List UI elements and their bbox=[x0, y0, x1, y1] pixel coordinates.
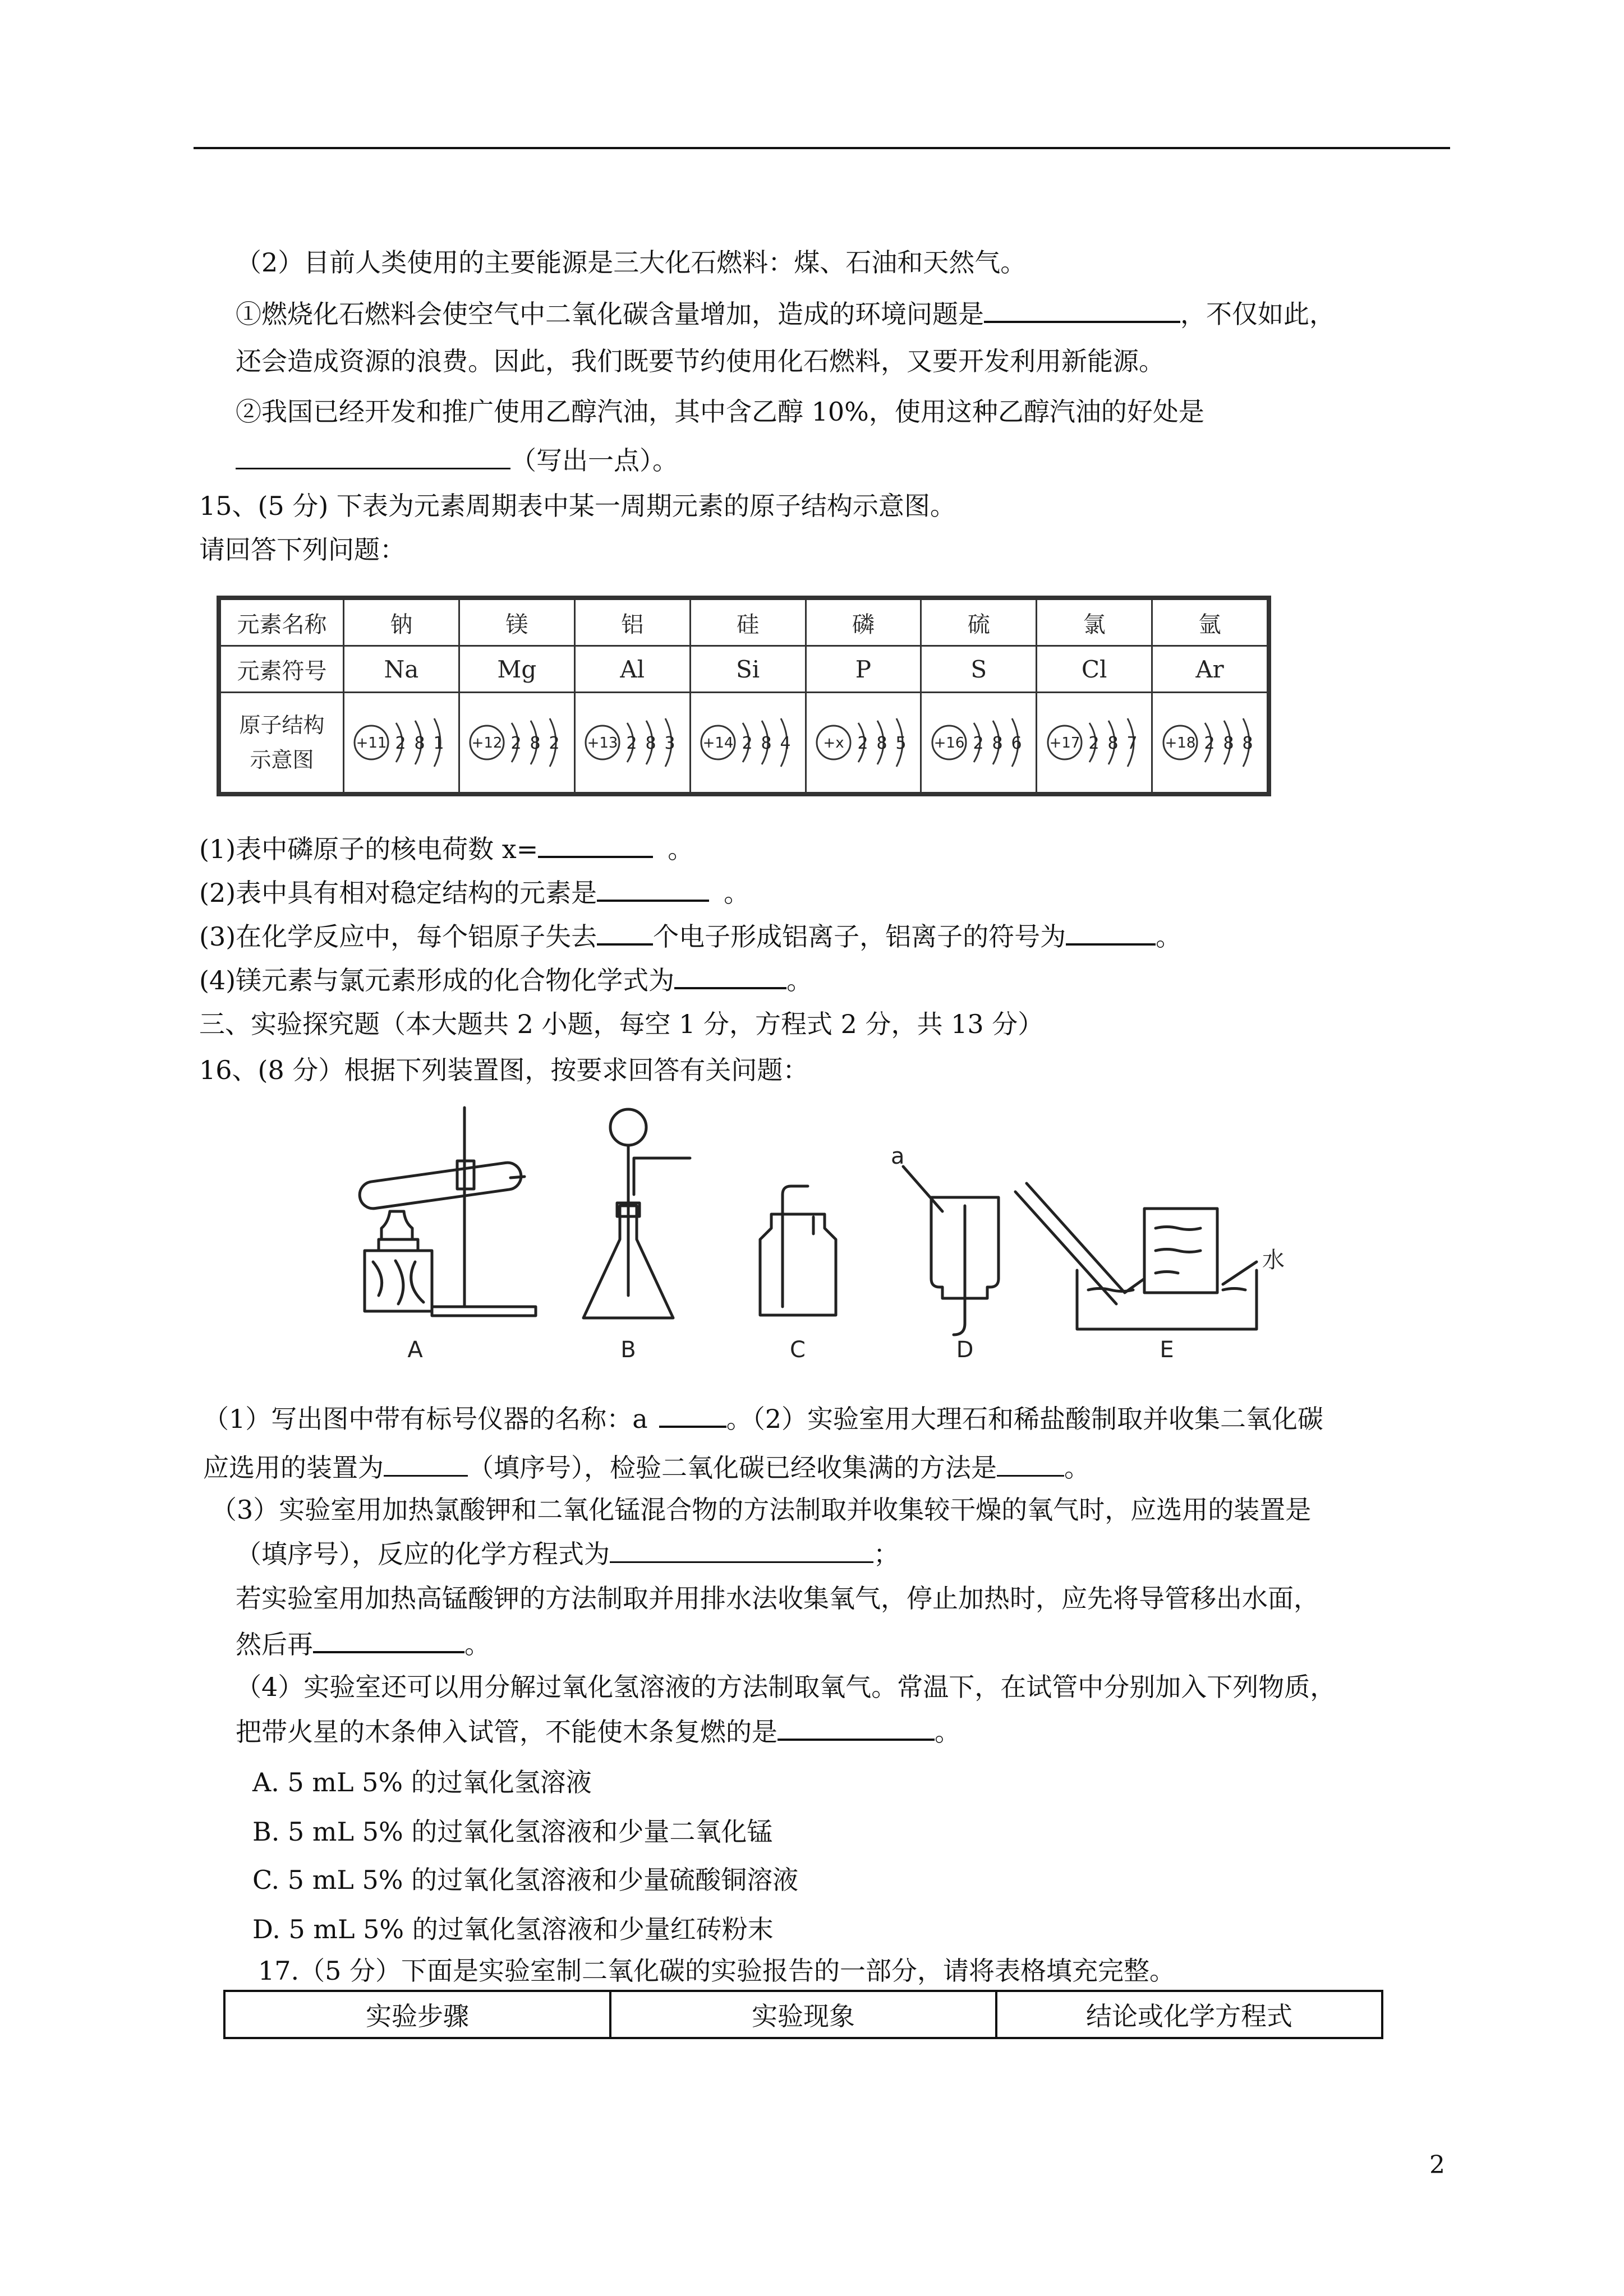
atom-diagram bbox=[1041, 700, 1148, 785]
q14-part2-item2: ②我国已经开发和推广使用乙醇汽油，其中含乙醇 10%，使用这种乙醇汽油的好处是 bbox=[236, 397, 1204, 427]
label-water: 水 bbox=[1262, 1247, 1285, 1273]
header-rule bbox=[194, 147, 1450, 149]
label-d-device: D bbox=[956, 1337, 974, 1363]
answer-blank[interactable] bbox=[313, 1626, 464, 1653]
page-number: 2 bbox=[1429, 2151, 1445, 2179]
shell-electron-count: 2 bbox=[742, 734, 753, 753]
label-c-device: C bbox=[790, 1337, 806, 1363]
q15-sub1: (1)表中磷原子的核电荷数 x= 。 bbox=[199, 831, 693, 866]
q14-part2-item2-cont: （写出一点）。 bbox=[236, 443, 678, 477]
row-header: 元素名称 bbox=[220, 600, 344, 646]
shell-electron-count: 8 bbox=[645, 734, 656, 753]
q15-sub3: (3)在化学反应中，每个铝原子失去 个电子形成铝离子，铝离子的符号为 。 bbox=[199, 919, 1181, 953]
element-symbol: S bbox=[921, 646, 1037, 693]
nucleus-charge: +12 bbox=[471, 735, 503, 751]
answer-blank[interactable] bbox=[659, 1401, 726, 1428]
nucleus-charge: +16 bbox=[933, 735, 965, 751]
element-name: 镁 bbox=[459, 600, 574, 646]
option-b[interactable]: B. 5 mL 5% 的过氧化氢溶液和少量二氧化锰 bbox=[252, 1816, 773, 1847]
answer-blank[interactable] bbox=[236, 443, 510, 469]
atom-diagram bbox=[810, 700, 917, 785]
q16-sub3-cont: （填序号），反应的化学方程式为 ； bbox=[236, 1537, 899, 1571]
label-instrument-a: a bbox=[891, 1144, 905, 1169]
nucleus-charge: +18 bbox=[1165, 735, 1195, 751]
element-name: 硅 bbox=[690, 600, 806, 646]
option-d[interactable]: D. 5 mL 5% 的过氧化氢溶液和少量红砖粉末 bbox=[252, 1914, 774, 1944]
answer-blank[interactable] bbox=[597, 875, 709, 902]
q16-sub4: （4）实验室还可以用分解过氧化氢溶液的方法制取氧气。常温下，在试管中分别加入下列物质， bbox=[236, 1672, 1336, 1702]
q16-sub3: （3）实验室用加热氯酸钾和二氧化锰混合物的方法制取并收集较干燥的氧气时，应选用的装置是 bbox=[211, 1495, 1312, 1525]
shell-electron-count: 8 bbox=[876, 734, 887, 753]
q17-title: 17.（5 分）下面是实验室制二氧化碳的实验报告的一部分，请将表格填充完整。 bbox=[258, 1956, 1176, 1986]
element-symbol: P bbox=[806, 646, 921, 693]
apparatus-a-stand bbox=[358, 1108, 536, 1316]
q16-sub3-kmno4: 若实验室用加热高锰酸钾的方法制取并用排水法收集氧气，停止加热时，应先将导管移出水面， bbox=[236, 1583, 1319, 1613]
q16-sub1: （1）写出图中带有标号仪器的名称：a 。（2）实验室用大理石和稀盐酸制取并收集二氧化碳 bbox=[203, 1401, 1323, 1436]
element-symbol: Na bbox=[344, 646, 459, 693]
atom-cell bbox=[1152, 693, 1268, 793]
atom-cell bbox=[1037, 693, 1152, 793]
q16-sub4-cont: 把带火星的木条伸入试管，不能使木条复燃的是 。 bbox=[236, 1714, 960, 1749]
option-a[interactable]: A. 5 mL 5% 的过氧化氢溶液 bbox=[252, 1767, 592, 1797]
element-symbol: Al bbox=[574, 646, 690, 693]
atom-cell bbox=[806, 693, 921, 793]
answer-blank[interactable] bbox=[597, 919, 653, 946]
q14-part2-item1: ①燃烧化石燃料会使空气中二氧化碳含量增加，造成的环境问题是 ，不仅如此， bbox=[236, 296, 1335, 331]
element-symbol: Ar bbox=[1152, 646, 1268, 693]
shell-electron-count: 2 bbox=[1088, 734, 1099, 753]
element-symbol: Mg bbox=[459, 646, 574, 693]
row-header: 原子结构 示意图 bbox=[220, 693, 344, 793]
shell-electron-count: 2 bbox=[857, 734, 868, 753]
shell-electron-count: 5 bbox=[895, 734, 907, 753]
answer-blank[interactable] bbox=[1066, 919, 1156, 946]
answer-blank[interactable] bbox=[610, 1537, 873, 1563]
answer-blank[interactable] bbox=[538, 831, 653, 858]
answer-blank[interactable] bbox=[997, 1450, 1064, 1477]
nucleus-charge: +14 bbox=[702, 735, 734, 751]
element-name-row bbox=[220, 600, 1268, 646]
shell-electron-count: 8 bbox=[530, 734, 541, 753]
shell-electron-count: 8 bbox=[1107, 734, 1119, 753]
q15-title: 15、(5 分) 下表为元素周期表中某一周期元素的原子结构示意图。 bbox=[199, 491, 956, 521]
element-symbol: Cl bbox=[1037, 646, 1152, 693]
q16-sub3-kmno4-cont: 然后再 。 bbox=[236, 1626, 490, 1661]
header-steps: 实验步骤 bbox=[224, 1991, 610, 2038]
shell-electron-count: 2 bbox=[549, 734, 560, 753]
atom-cell bbox=[344, 693, 459, 793]
shell-electron-count: 6 bbox=[1011, 734, 1022, 753]
element-structure-table bbox=[217, 596, 1271, 796]
shell-electron-count: 3 bbox=[664, 734, 675, 753]
element-name: 硫 bbox=[921, 600, 1037, 646]
apparatus-figure bbox=[348, 1094, 1313, 1363]
answer-blank[interactable] bbox=[674, 962, 786, 989]
nucleus-charge: +13 bbox=[587, 735, 618, 751]
shell-electron-count: 4 bbox=[780, 734, 791, 753]
atomic-structure-row bbox=[220, 693, 1268, 793]
q15-sub2: (2)表中具有相对稳定结构的元素是 。 bbox=[199, 875, 749, 910]
element-name: 氩 bbox=[1152, 600, 1268, 646]
atom-diagram bbox=[348, 700, 454, 785]
q16-title: 16、(8 分）根据下列装置图，按要求回答有关问题： bbox=[199, 1055, 809, 1085]
q14-part2: （2）目前人类使用的主要能源是三大化石燃料：煤、石油和天然气。 bbox=[236, 247, 1027, 278]
row-header: 元素符号 bbox=[220, 646, 344, 693]
experiment-report-table bbox=[223, 1990, 1383, 2039]
atom-diagram bbox=[694, 700, 801, 785]
section3-title: 三、实验探究题（本大题共 2 小题，每空 1 分，方程式 2 分，共 13 分） bbox=[199, 1009, 1044, 1039]
header-phenomena: 实验现象 bbox=[610, 1991, 996, 2038]
shell-electron-count: 8 bbox=[761, 734, 772, 753]
atom-diagram bbox=[463, 700, 570, 785]
element-symbol: Si bbox=[690, 646, 806, 693]
apparatus-c-bottle bbox=[760, 1186, 836, 1315]
shell-electron-count: 2 bbox=[510, 734, 522, 753]
option-c[interactable]: C. 5 mL 5% 的过氧化氢溶液和少量硫酸铜溶液 bbox=[252, 1865, 799, 1895]
atom-diagram bbox=[579, 700, 686, 785]
q16-sub1-cont: 应选用的装置为 （填序号），检验二氧化碳已经收集满的方法是 。 bbox=[203, 1450, 1090, 1484]
answer-blank[interactable] bbox=[984, 296, 1180, 323]
shell-electron-count: 8 bbox=[1242, 734, 1253, 753]
element-name: 氯 bbox=[1037, 600, 1152, 646]
element-name: 铝 bbox=[574, 600, 690, 646]
atom-cell bbox=[690, 693, 806, 793]
shell-electron-count: 7 bbox=[1126, 734, 1138, 753]
shell-electron-count: 8 bbox=[414, 734, 425, 753]
label-e-device: E bbox=[1160, 1337, 1174, 1363]
label-a-device: A bbox=[407, 1337, 423, 1363]
shell-electron-count: 2 bbox=[1204, 734, 1215, 753]
nucleus-charge: +x bbox=[823, 735, 844, 751]
shell-electron-count: 8 bbox=[1223, 734, 1234, 753]
atom-cell bbox=[921, 693, 1037, 793]
answer-blank[interactable] bbox=[384, 1450, 468, 1477]
element-name: 钠 bbox=[344, 600, 459, 646]
apparatus-e-trough bbox=[1015, 1183, 1257, 1329]
atom-diagram bbox=[1157, 700, 1263, 785]
element-symbol-row bbox=[220, 646, 1268, 693]
atom-cell bbox=[574, 693, 690, 793]
atom-cell bbox=[459, 693, 574, 793]
answer-blank[interactable] bbox=[778, 1714, 935, 1741]
shell-electron-count: 2 bbox=[395, 734, 406, 753]
nucleus-charge: +11 bbox=[356, 735, 387, 751]
nucleus-charge: +17 bbox=[1049, 735, 1080, 751]
label-b-device: B bbox=[620, 1337, 636, 1363]
q14-part2-item1-cont: 还会造成资源的浪费。因此，我们既要节约使用化石燃料，又要开发利用新能源。 bbox=[236, 346, 1165, 376]
element-name: 磷 bbox=[806, 600, 921, 646]
shell-electron-count: 8 bbox=[992, 734, 1003, 753]
apparatus-d-bottle bbox=[903, 1167, 999, 1335]
header-conclusion: 结论或化学方程式 bbox=[996, 1991, 1382, 2038]
q15-intro: 请回答下列问题： bbox=[199, 534, 406, 565]
q15-sub4: (4)镁元素与氯元素形成的化合物化学式为 。 bbox=[199, 962, 812, 997]
shell-electron-count: 1 bbox=[433, 734, 444, 753]
shell-electron-count: 2 bbox=[973, 734, 984, 753]
shell-electron-count: 2 bbox=[626, 734, 637, 753]
atom-diagram bbox=[926, 700, 1032, 785]
apparatus-b-flask bbox=[583, 1109, 690, 1318]
